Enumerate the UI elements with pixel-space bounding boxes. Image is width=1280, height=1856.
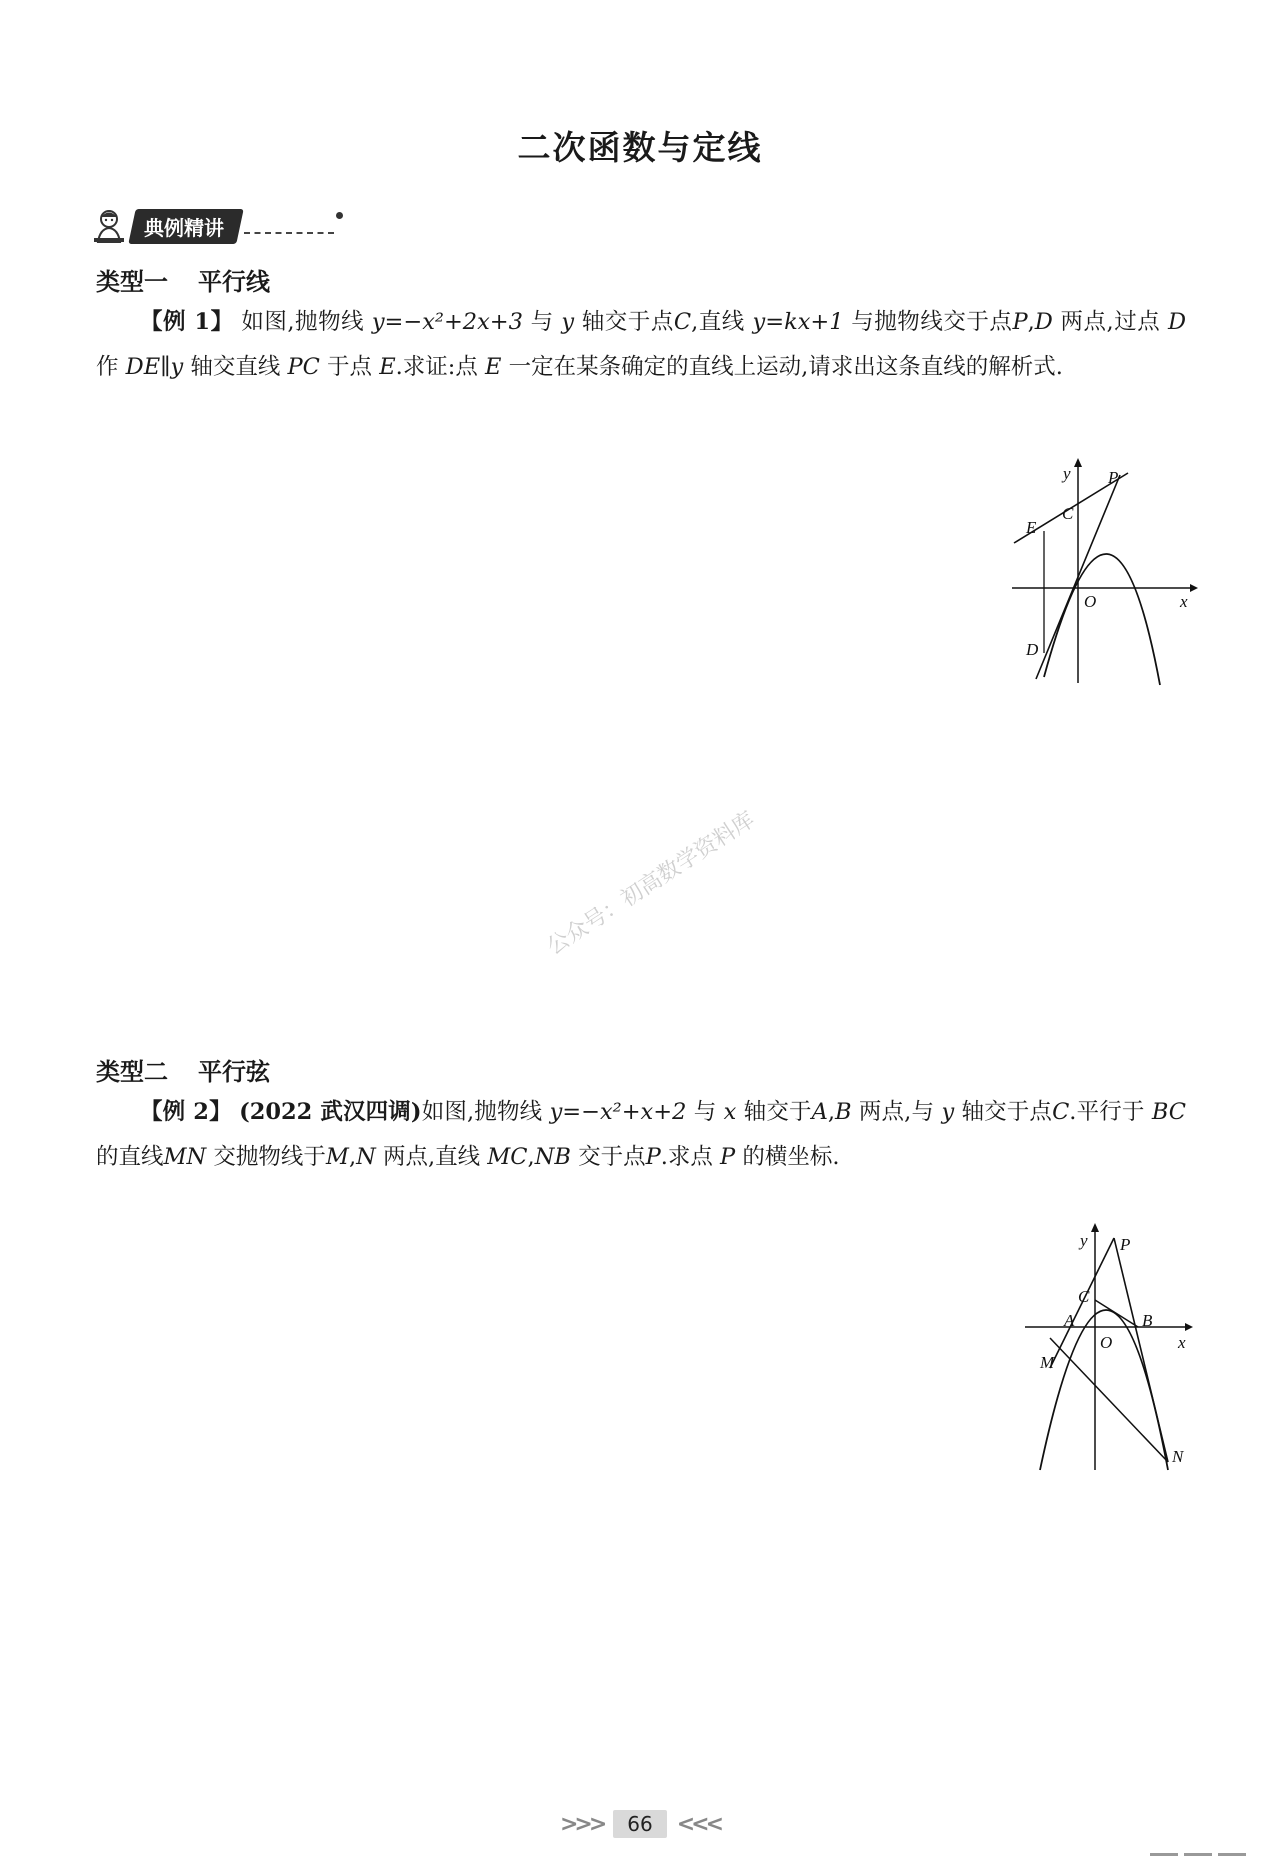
label-D: D xyxy=(1026,640,1039,659)
watermark: 公众号：初高数学资料库 xyxy=(542,807,760,961)
label-N: N xyxy=(1172,1447,1184,1466)
parabola xyxy=(1044,554,1160,685)
type2-name: 平行弦 xyxy=(198,1058,270,1086)
label-O: O xyxy=(1084,592,1097,611)
label-C: C xyxy=(1062,504,1074,523)
label-x: x xyxy=(1178,1333,1186,1352)
y-axis-arrow xyxy=(1074,458,1082,467)
label-y: y xyxy=(1063,464,1071,483)
line-NP xyxy=(1114,1238,1168,1462)
label-C: C xyxy=(1078,1287,1090,1306)
left-chevrons-icon: <<< xyxy=(676,1811,721,1837)
label-A: A xyxy=(1064,1311,1075,1330)
page-number-value: 66 xyxy=(613,1810,666,1838)
right-chevrons-icon: >>> xyxy=(559,1811,604,1837)
student-icon xyxy=(92,208,126,244)
label-M: M xyxy=(1040,1353,1055,1372)
label-P: P xyxy=(1120,1235,1131,1254)
badge-dash-line xyxy=(244,232,334,234)
example1-figure xyxy=(1000,455,1200,695)
label-E: E xyxy=(1026,518,1037,537)
example1-text: 【例 1】 如图,抛物线 y=−x²+2x+3 与 y 轴交于点C,直线 y=kx+1 与抛物线交于点P,D 两点,过点 D 作 DE∥y 轴交直线 PC 于点 E.求证:点 E 一定在某条确定的直线上运动,请求出这条直线的解析式. xyxy=(96,309,1186,380)
example1-tag: 【例 1】 xyxy=(140,309,234,335)
type1-label: 类型一 xyxy=(96,268,168,296)
line-MN xyxy=(1050,1338,1168,1462)
example2-text: 【例 2】 (2022 武汉四调)如图,抛物线 y=−x²+x+2 与 x 轴交于A,B 两点,与 y 轴交于点C.平行于 BC 的直线MN 交抛物线于M,N 两点,直线 MC,NB 交于点P.求点 P 的横坐标. xyxy=(96,1099,1187,1170)
type1-heading xyxy=(96,262,270,297)
x-axis-arrow xyxy=(1190,584,1198,592)
type2-heading xyxy=(96,1052,270,1087)
page-title: 二次函数与定线 xyxy=(517,128,763,167)
y-axis-arrow xyxy=(1091,1223,1099,1232)
label-y: y xyxy=(1080,1231,1088,1250)
x-axis-arrow xyxy=(1185,1323,1193,1331)
example2-figure xyxy=(1020,1220,1200,1475)
example2-source: (2022 武汉四调) xyxy=(239,1099,422,1125)
label-P: P xyxy=(1108,468,1119,487)
type2-label: 类型二 xyxy=(96,1058,168,1086)
page-number xyxy=(0,1810,1280,1838)
badge-dot xyxy=(336,212,343,219)
label-x: x xyxy=(1180,592,1188,611)
section-badge xyxy=(92,206,343,246)
label-B: B xyxy=(1142,1311,1153,1330)
example2-tag: 【例 2】 xyxy=(140,1099,232,1125)
section-badge-label: 典例精讲 xyxy=(128,209,243,244)
label-O: O xyxy=(1100,1333,1113,1352)
type1-name: 平行线 xyxy=(198,268,270,296)
